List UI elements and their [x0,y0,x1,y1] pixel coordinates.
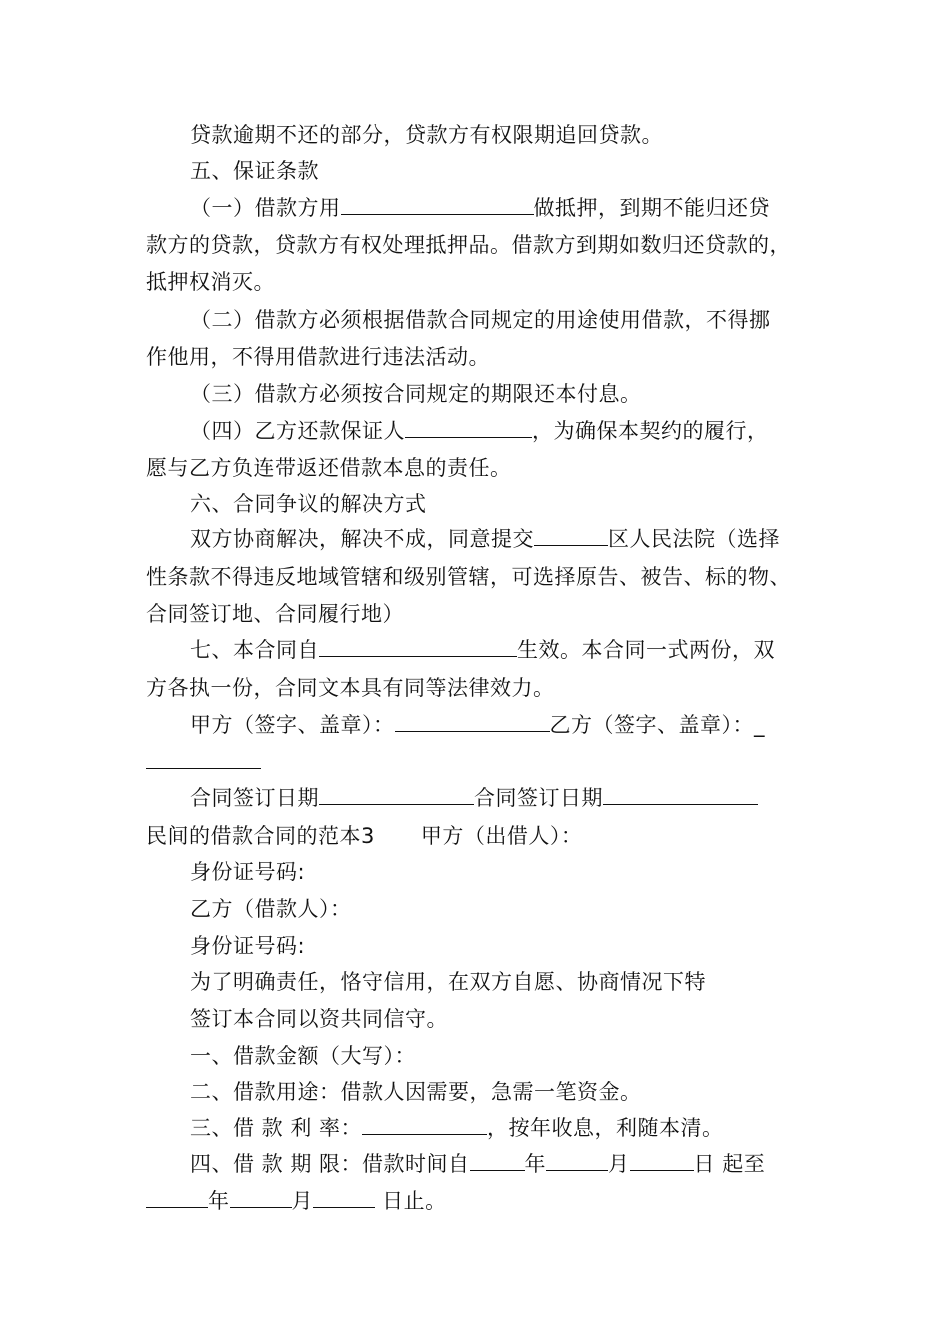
text-segment: 三、借 款 利 率： [190,1116,363,1140]
text-line: （三）借款方必须按合同规定的期限还本付息。 [190,382,642,406]
text-line [190,417,769,445]
text-line: 为了明确责任，恪守信用，在双方自愿、协商情况下特 [190,970,706,994]
text-segment: 年 [208,1189,230,1213]
blank-underline [405,419,532,438]
text-segment: 做抵押，到期不能归还贷 [533,196,770,220]
text-segment: 七、本合同自 [190,638,319,662]
text-line [190,194,770,222]
blank-underline [546,1152,608,1171]
text-segment: 日 起至 [693,1152,766,1176]
signing-date-label: 合同签订日期 [190,786,319,810]
text-line [190,636,775,664]
blank-underline [146,1189,208,1208]
blank-underline [534,527,608,546]
text-line [190,525,780,553]
text-line: 作他用，不得用借款进行违法活动。 [146,345,490,369]
text-segment: 双方协商解决，解决不成，同意提交 [190,527,534,551]
text-line: （二）借款方必须根据借款合同规定的用途使用借款，不得挪 [190,308,771,332]
text-segment: 日止。 [375,1189,447,1213]
borrower-id-label: 身份证号码: [190,934,306,958]
text-segment: （一）借款方用 [190,196,341,220]
text-line: 愿与乙方负连带返还借款本息的责任。 [146,456,512,480]
borrower-label: 乙方（借款人）： [190,897,352,921]
text-segment: 区人民法院（选择 [608,527,780,551]
lender-label: 甲方（出借人）： [420,824,583,848]
blank-underline [319,638,517,657]
text-line [190,1150,765,1178]
text-segment: ，按年收息，利随本清。 [487,1116,724,1140]
text-segment: 月 [291,1189,313,1213]
template-title-line [146,822,582,850]
text-segment: 四、借 款 期 限：借款时间自 [190,1152,470,1176]
blank-underline [319,786,474,805]
blank-underline [362,1116,487,1135]
text-segment: ，为确保本契约的履行， [532,419,769,443]
template-title: 民间的借款合同的范本3 [146,824,375,848]
section-heading: 六、合同争议的解决方式 [190,492,427,516]
party-b-signature-label: 乙方（签字、盖章）：_ [549,713,765,737]
blank-underline [470,1152,525,1171]
party-a-signature-label: 甲方（签字、盖章）： [190,713,395,737]
blank-underline [341,196,534,215]
text-line: 款方的贷款，贷款方有权处理抵押品。借款方到期如数归还贷款的， [146,233,791,257]
text-line [190,1114,724,1142]
blank-underline [603,786,758,805]
text-line: 方各执一份，合同文本具有同等法律效力。 [146,676,555,700]
text-line: 贷款逾期不还的部分，贷款方有权限期追回贷款。 [190,123,663,147]
text-line [146,1187,447,1215]
signing-date-line [190,784,758,812]
text-line: 抵押权消灭。 [146,270,275,294]
text-segment: 月 [608,1152,630,1176]
lender-id-label: 身份证号码: [190,860,306,884]
blank-underline [630,1152,694,1171]
text-line: 二、借款用途：借款人因需要，急需一笔资金。 [190,1080,642,1104]
section-heading: 五、保证条款 [190,159,319,183]
text-line: 一、借款金额（大写）： [190,1044,416,1068]
blank-underline [230,1189,292,1208]
text-segment: 生效。本合同一式两份，双 [517,638,775,662]
text-line: 性条款不得违反地域管辖和级别管辖，可选择原告、被告、标的物、 [146,565,791,589]
blank-underline [395,713,550,732]
blank-underline [146,750,261,769]
text-line: 签订本合同以资共同信守。 [190,1007,448,1031]
text-segment: 年 [524,1152,547,1176]
blank-underline [313,1189,375,1208]
signature-line [190,711,765,739]
signing-date-label: 合同签订日期 [474,786,603,810]
text-segment: （四）乙方还款保证人 [190,419,405,443]
text-line: 合同签订地、合同履行地） [146,602,404,626]
text-line [146,748,261,776]
